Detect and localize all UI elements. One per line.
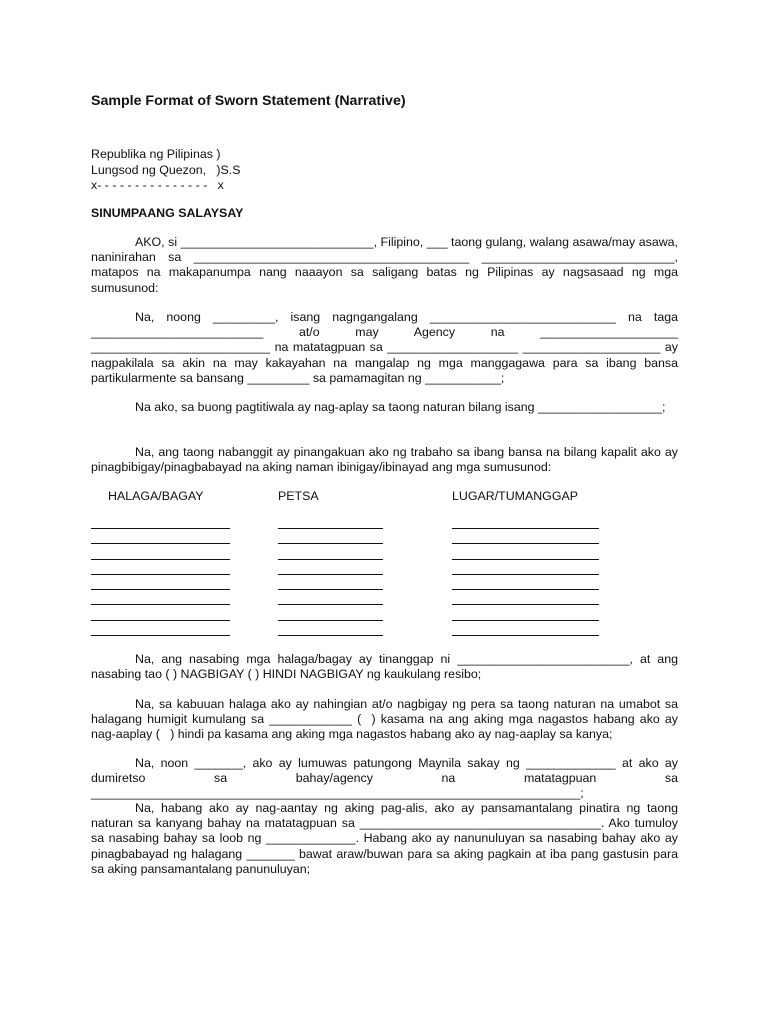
table-row	[91, 576, 691, 591]
table-row	[91, 561, 691, 576]
blank-line	[91, 622, 230, 636]
blank-line	[278, 607, 383, 621]
blank-line	[278, 591, 383, 605]
blank-line	[91, 591, 230, 605]
table-row	[91, 515, 691, 530]
blank-line	[278, 561, 383, 575]
blank-line	[91, 515, 230, 529]
paragraph: Na, noong _________, isang nagngangalang ___________________________ na taga _________________________ at/o may Agency na ____________________ __________________________ na matatagpuan sa ___________________ ____________________ ay nagpakilala sa akin na may kakayahan na mangalap ng mga manggagawa para sa ibang bansa partikularmente sa bansang _________ sa pamamagitan ng ___________;	[91, 310, 682, 385]
blank-line	[452, 515, 599, 529]
blank-line	[452, 607, 599, 621]
header-line: Republika ng Pilipinas )	[91, 147, 221, 161]
blank-line	[278, 530, 383, 544]
paragraph: Na, sa kabuuan halaga ako ay nahingian at/o nagbigay ng pera sa taong naturan na umabot sa halagang humigit kumulang sa ____________ ( ) kasama na ang aking mga nagastos habang ako ay nag-aaplay ( ) hindi pa kasama ang aking mga nagastos habang ako ay nag-aaplay sa kanya;	[91, 697, 682, 742]
blank-line	[278, 546, 383, 560]
blank-line	[91, 530, 230, 544]
column-header: LUGAR/TUMANGGAP	[452, 489, 578, 503]
paragraph: Na, noon _______, ako ay lumuwas patungong Maynila sakay ng _____________ at ako ay dumiretso sa bahay/agency na matatagpuan sa _______________________________________________________________________;	[91, 756, 682, 801]
blank-line	[278, 576, 383, 590]
blank-line	[452, 622, 599, 636]
blank-line	[452, 546, 599, 560]
table-row	[91, 591, 691, 606]
column-header: HALAGA/BAGAY	[108, 489, 204, 503]
blank-line	[278, 515, 383, 529]
blank-line	[452, 591, 599, 605]
blank-line	[452, 530, 599, 544]
table-row	[91, 607, 691, 622]
document-title: Sample Format of Sworn Statement (Narrative)	[91, 93, 406, 109]
paragraph: AKO, si ____________________________, Filipino, ___ taong gulang, walang asawa/may asawa, naninirahan sa ________________________________________ ____________________________, matapos na makapanumpa nang naaayon sa saligang batas ng Pilipinas ay nagsasaad ng mga sumusunod:	[91, 235, 682, 295]
paragraph: Na, habang ako ay nag-aantay ng aking pag-alis, ako ay pansamantalang pinatira ng taong naturan sa kanyang bahay na matatagpuan sa ___________________________________. Ako tumuloy sa nasabing bahay sa loob ng _____________. Habang ako ay nanunuluyan sa nasabing bahay ako ay pinagbabayad ng halagang _______ bawat araw/buwan para sa aking pagkain at iba pang gastusin para sa aking pansamantalang panunuluyan;	[91, 801, 682, 876]
table-row	[91, 546, 691, 561]
blank-line	[452, 576, 599, 590]
paragraph: Na, ang taong nabanggit ay pinangakuan ako ng trabaho sa ibang bansa na bilang kapalit ako ay pinagbibigay/pinagbabayad na aking naman ibinigay/ibinayad ang mga sumusunod:	[91, 445, 682, 475]
venue-header	[91, 147, 240, 194]
blank-line	[278, 622, 383, 636]
column-header: PETSA	[278, 489, 319, 503]
table-row	[91, 530, 691, 545]
blank-line	[91, 576, 230, 590]
paragraph: Na, ang nasabing mga halaga/bagay ay tinanggap ni _________________________, at ang nasabing tao ( ) NAGBIGAY ( ) HINDI NAGBIGAY ng kaukulang resibo;	[91, 652, 682, 682]
table-row	[91, 622, 691, 637]
table-header	[91, 489, 691, 509]
blank-line	[452, 561, 599, 575]
blank-line	[91, 607, 230, 621]
header-line: Lungsod ng Quezon, )S.S	[91, 162, 241, 177]
blank-table	[91, 515, 691, 637]
header-line: x- - - - - - - - - - - - - - - x	[91, 178, 224, 192]
blank-line	[91, 561, 230, 575]
blank-line	[91, 546, 230, 560]
section-title: SINUMPAANG SALAYSAY	[91, 206, 244, 220]
paragraph: Na ako, sa buong pagtitiwala ay nag-aplay sa taong naturan bilang isang __________________;	[135, 400, 666, 414]
